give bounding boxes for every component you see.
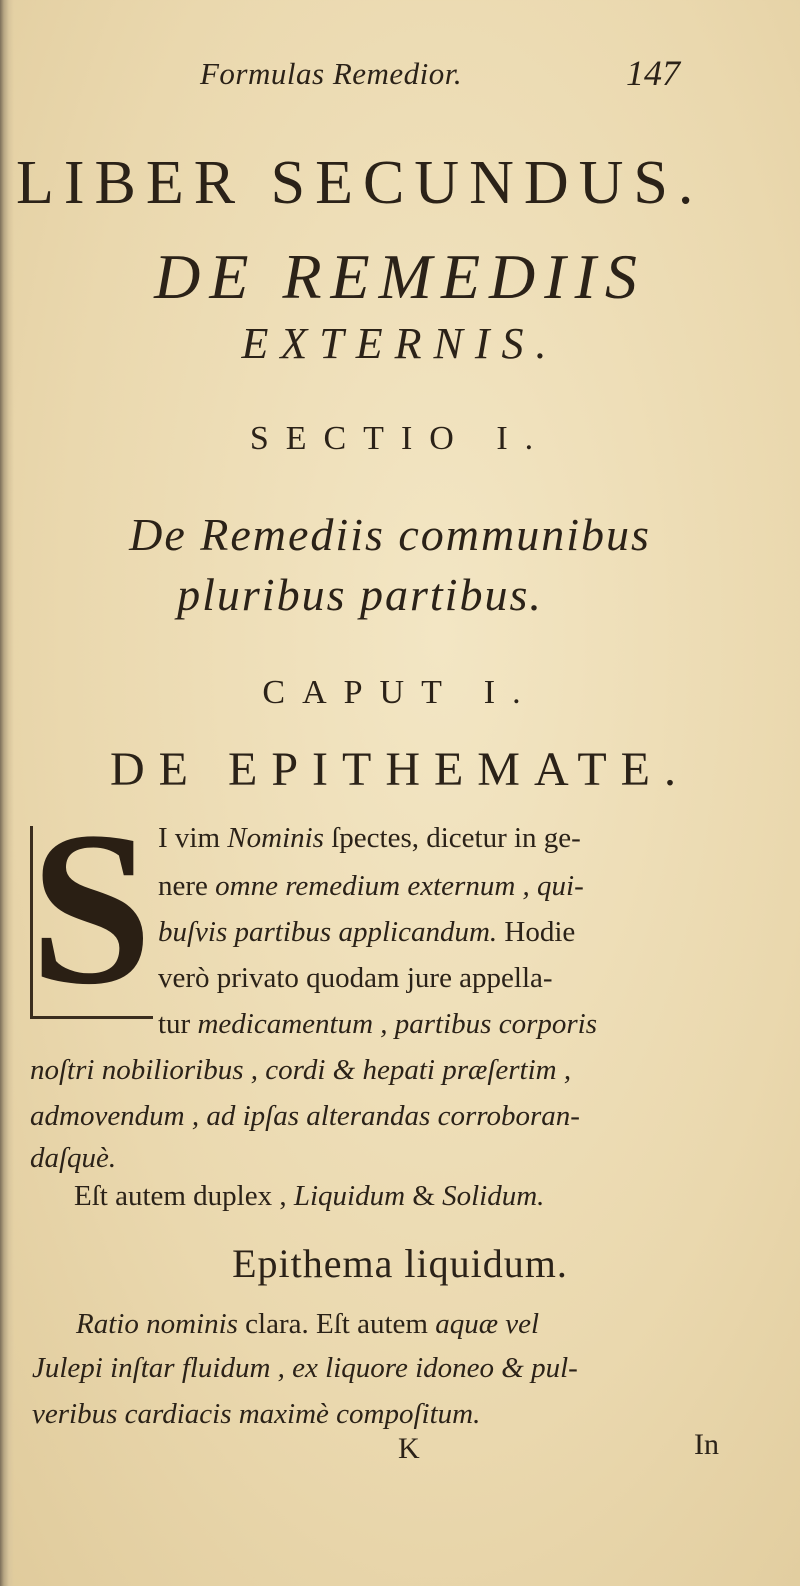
section-label: SECTIO I. xyxy=(249,420,551,457)
section-subtitle-line1: De Remediis communibus xyxy=(129,509,651,560)
page-number: 147 xyxy=(626,53,680,93)
drop-cap: S xyxy=(30,786,153,1030)
text-line: noſtri nobilioribus , cordi & hepati præſertim , xyxy=(30,1054,572,1086)
part-title-line2: EXTERNIS. xyxy=(241,319,559,368)
text-line: verò privato quodam jure appella- xyxy=(158,962,553,994)
text-line: buſvis partibus applicandum. Hodie xyxy=(158,916,576,948)
catchword: In xyxy=(694,1428,719,1461)
subheading: Epithema liquidum. xyxy=(232,1241,568,1286)
text-line: Julepi inſtar fluidum , ex liquore idoneo & pul- xyxy=(32,1352,578,1384)
running-title: Formulas Remedior. xyxy=(200,56,463,91)
text-line: veribus cardiacis maximè compoſitum. xyxy=(32,1398,481,1430)
part-title-line1: DE REMEDIIS xyxy=(154,241,646,312)
section-subtitle-line2: pluribus partibus. xyxy=(177,569,543,620)
text-line: nere omne remedium externum , qui- xyxy=(158,870,584,902)
chapter-label: CAPUT I. xyxy=(262,674,538,711)
signature-mark: K xyxy=(398,1432,420,1465)
text-line: tur medicamentum , partibus corporis xyxy=(158,1008,597,1040)
text-line: admovendum , ad ipſas alterandas corroboran- xyxy=(30,1100,580,1132)
text-line: Eſt autem duplex , Liquidum & Solidum. xyxy=(74,1180,545,1212)
text-line: daſquè. xyxy=(30,1142,117,1174)
chapter-title: DE EPITHEMATE. xyxy=(110,743,690,796)
text-line: Ratio nominis clara. Eſt autem aquæ vel xyxy=(76,1308,540,1340)
text-line: I vim Nominis ſpectes, dicetur in ge- xyxy=(158,822,581,854)
book-title: LIBER SECUNDUS. xyxy=(16,149,704,217)
